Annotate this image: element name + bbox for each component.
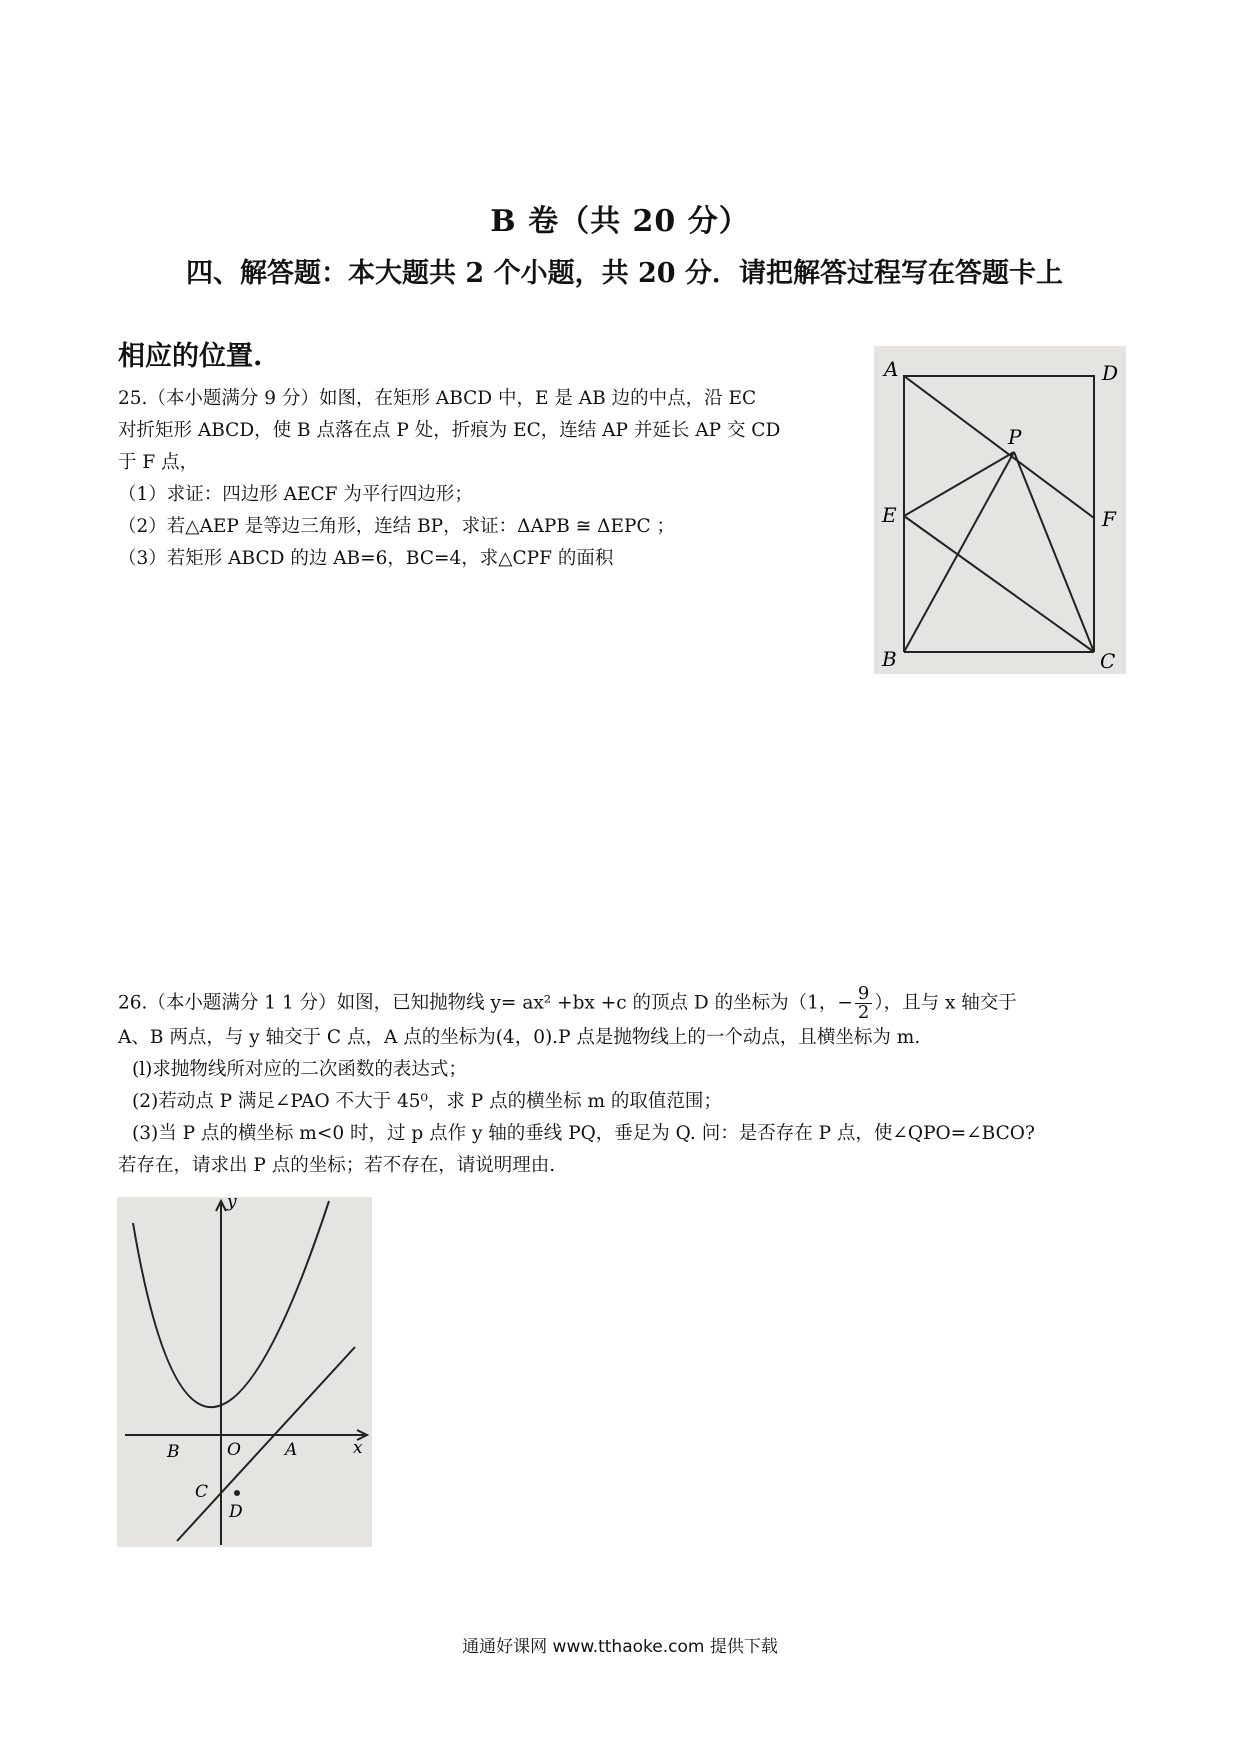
q26-part-3-continued: 若存在，请求出 P 点的坐标；若不存在，请说明理由.: [118, 1155, 556, 1176]
q25-rectangle-diagram: [874, 346, 1126, 674]
q25-line-1: 25.（本小题满分 9 分）如图，在矩形 ABCD 中，E 是 AB 边的中点，沿 EC: [118, 388, 757, 409]
label-o: O: [227, 1440, 241, 1460]
label-e: E: [882, 503, 897, 527]
label-b: B: [882, 647, 897, 671]
page-footer: 通通好课网 www.tthaoke.com 提供下载: [462, 1637, 778, 1657]
label-f: F: [1102, 507, 1116, 531]
section-title: B 卷（共 20 分）: [490, 204, 750, 239]
label-b: B: [167, 1442, 180, 1462]
q25-part-3: （3）若矩形 ABCD 的边 AB=6，BC=4，求△CPF 的面积: [118, 548, 614, 569]
q25-part-1: （1）求证：四边形 AECF 为平行四边形；: [118, 484, 473, 505]
q26-figure: [117, 1197, 372, 1547]
q26-parabola-diagram: [117, 1197, 372, 1547]
label-d: D: [229, 1502, 243, 1522]
section-heading-continued: 相应的位置.: [118, 341, 263, 372]
label-a: A: [884, 357, 899, 381]
q26-part-2: (2)若动点 P 满足∠PAO 不大于 45⁰，求 P 点的横坐标 m 的取值范围；: [132, 1091, 722, 1112]
q25-figure: [874, 346, 1126, 674]
q25-line-3: 于 F 点，: [118, 452, 199, 473]
label-y: y: [227, 1197, 237, 1212]
label-x: x: [353, 1438, 363, 1458]
q25-line-2: 对折矩形 ABCD，使 B 点落在点 P 处，折痕为 EC，连结 AP 并延长 AP 交 CD: [118, 420, 781, 441]
q26-part-3: (3)当 P 点的横坐标 m<0 时，过 p 点作 y 轴的垂线 PQ，垂足为 Q. 问：是否存在 P 点，使∠QPO=∠BCO?: [132, 1123, 1035, 1144]
q25-part-2: （2）若△AEP 是等边三角形，连结 BP，求证：ΔAPB ≅ ΔEPC ；: [118, 516, 675, 537]
segment-bp: [904, 452, 1014, 652]
label-a: A: [285, 1440, 298, 1460]
label-c: C: [195, 1482, 209, 1502]
label-p: P: [1008, 425, 1022, 449]
fraction-denominator: 2: [857, 1002, 870, 1023]
q26-part-1: (l)求抛物线所对应的二次函数的表达式；: [132, 1059, 467, 1080]
vertex-fraction: [855, 985, 872, 1022]
segment-pc: [1014, 452, 1094, 652]
q26-line-1: [118, 985, 1138, 1022]
fraction-numerator: 9: [855, 985, 872, 1004]
segment-ec: [904, 516, 1094, 652]
question-25: [118, 383, 858, 575]
line-ac: [177, 1347, 355, 1541]
question-26: [118, 985, 1138, 1182]
label-d: D: [1102, 361, 1119, 385]
q26-line-1-start: 26.（本小题满分 1 1 分）如图，已知抛物线 y= ax² +bx +c 的顶点 D 的坐标为（1，−: [118, 992, 853, 1014]
segment-af: [904, 376, 1094, 518]
section-heading: 四、解答题：本大题共 2 个小题，共 20 分．请把解答过程写在答题卡上: [186, 258, 1063, 289]
parabola-curve: [133, 1201, 329, 1407]
q26-line-1-end: ），且与 x 轴交于: [874, 992, 1017, 1014]
q26-line-2: A、B 两点，与 y 轴交于 C 点，A 点的坐标为(4，0).P 点是抛物线上的一个动点，且横坐标为 m.: [118, 1027, 921, 1048]
label-c: C: [1100, 649, 1116, 673]
rect-edge-b-a-d: [904, 376, 1094, 652]
vertex-point-d: [234, 1490, 240, 1496]
